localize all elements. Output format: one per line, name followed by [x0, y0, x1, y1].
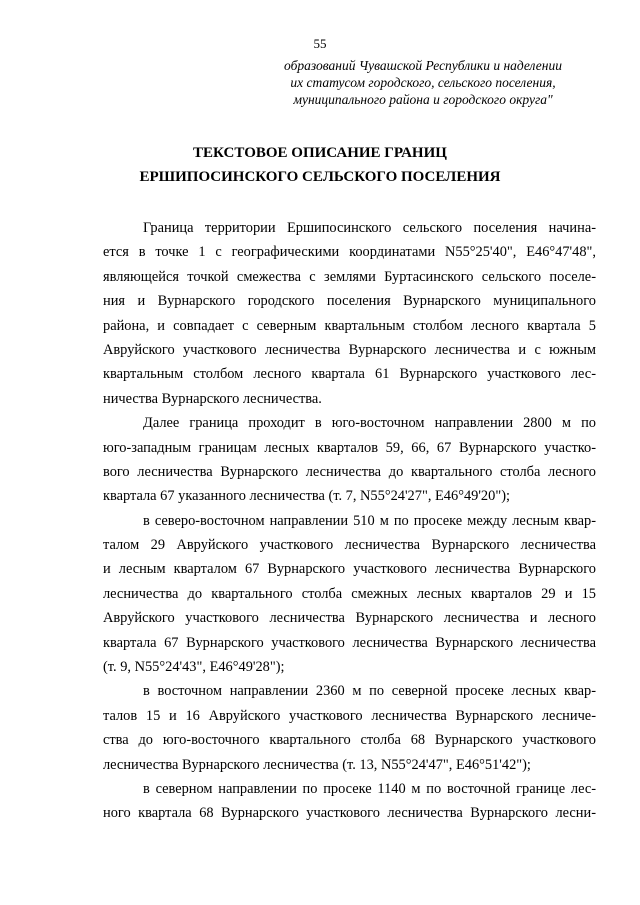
text-line: ства до юго-восточного квартального столба 68 Вурнарского участкового: [103, 732, 596, 749]
text-line: ется в точке 1 с географическими координатами N55°25'40", E46°47'48",: [103, 244, 596, 261]
text-line: Авруйского участкового лесничества Вурнарского лесничества и лесного: [103, 610, 596, 627]
text-line: лесничества Вурнарского лесничества (т. 13, N55°24'47", E46°51'42");: [103, 756, 531, 773]
text-line: ния и Вурнарского городского поселения Вурнарского муниципального: [103, 293, 596, 310]
text-line: являющейся точкой смежества с землями Буртасинского сельского поселе-: [103, 268, 596, 285]
text-line: квартала 67 Вурнарского участкового лесничества Вурнарского лесничества: [103, 634, 596, 651]
text-line: вого лесничества Вурнарского лесничества до квартального столба лесного: [103, 463, 596, 480]
header-note-line: их статусом городского, сельского поселения,: [290, 75, 556, 90]
text-line: талов 15 и 16 Авруйского участкового лесничества Вурнарского лесниче-: [103, 707, 596, 724]
text-line: квартала 67 указанного лесничества (т. 7, N55°24'27", E46°49'20");: [103, 488, 510, 505]
text-line: в восточном направлении 2360 м по северной просеке лесных квар-: [143, 683, 596, 700]
text-line: (т. 9, N55°24'43", E46°49'28");: [103, 659, 285, 676]
paragraph: [103, 679, 596, 777]
text-line: в северном направлении по просеке 1140 м по восточной границе лес-: [143, 780, 596, 797]
text-line: и лесным кварталом 67 Вурнарского участкового лесничества Вурнарского: [103, 561, 596, 578]
paragraph: [103, 216, 596, 411]
text-line: Далее граница проходит в юго-восточном направлении 2800 м по: [143, 415, 596, 432]
text-line: лесничества до квартального столба смежных лесных кварталов 29 и 15: [103, 585, 596, 602]
page-number: 55: [313, 36, 327, 51]
paragraph: [103, 411, 596, 509]
title-line: ЕРШИПОСИНСКОГО СЕЛЬСКОГО ПОСЕЛЕНИЯ: [139, 169, 501, 185]
text-line: района, и совпадает с северным квартальным столбом лесного квартала 5: [103, 317, 596, 334]
text-line: ничества Вурнарского лесничества.: [103, 390, 322, 407]
document-title: [0, 141, 640, 189]
paragraph: [103, 777, 596, 826]
header-note-line: образований Чувашской Республики и наделении: [284, 58, 562, 73]
text-line: Авруйского участкового лесничества Вурнарского лесничества и с южным: [103, 341, 596, 358]
text-line: квартальным столбом лесного квартала 61 Вурнарского участкового лес-: [103, 366, 596, 383]
body-text: [103, 216, 596, 826]
text-line: ного квартала 68 Вурнарского участкового лесничества Вурнарского лесни-: [103, 805, 596, 822]
paragraph: [103, 509, 596, 680]
text-line: Граница территории Ершипосинского сельского поселения начина-: [143, 220, 596, 236]
title-line: ТЕКСТОВОЕ ОПИСАНИЕ ГРАНИЦ: [193, 145, 447, 161]
header-note-line: муниципального района и городского округа": [293, 92, 553, 107]
text-line: юго-западным границам лесных кварталов 59, 66, 67 Вурнарского участко-: [103, 439, 596, 456]
text-line: талом 29 Авруйского участкового лесничества Вурнарского лесничества: [103, 537, 596, 554]
header-note: [258, 57, 588, 108]
text-line: в северо-восточном направлении 510 м по просеке между лесным квар-: [143, 512, 596, 529]
